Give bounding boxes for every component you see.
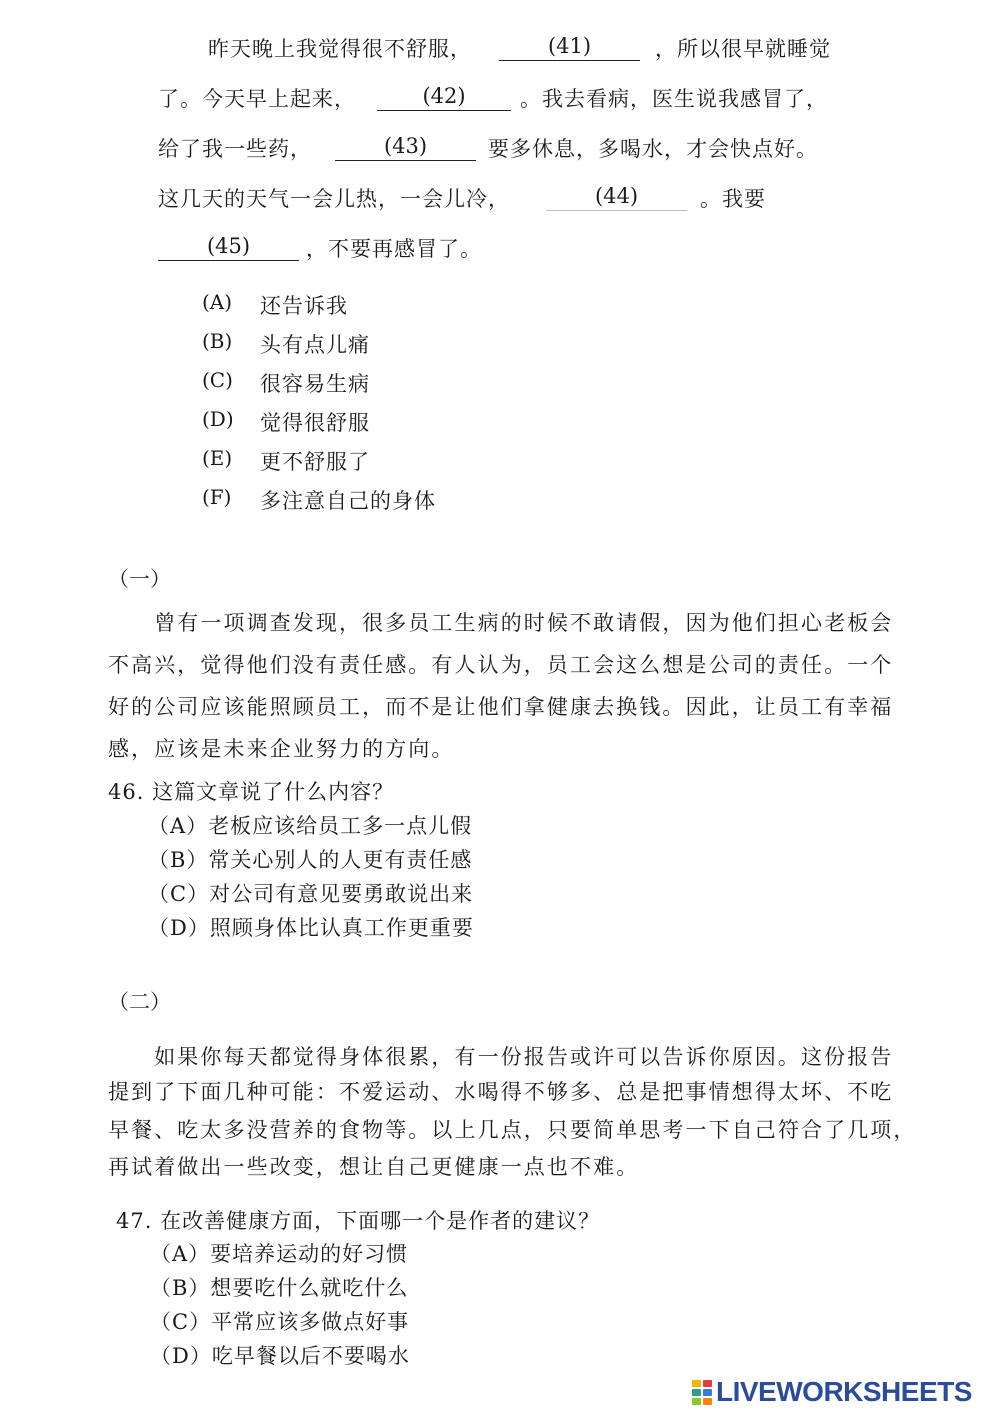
section-1-line-3: 好的公司应该能照顾员工，而不是让他们拿健康去换钱。因此，让员工有幸福	[108, 695, 894, 719]
section-2-line-2: 提到了下面几种可能：不爱运动、水喝得不够多、总是把事情想得太坏、不吃	[108, 1080, 894, 1104]
cloze-line-4-start: 这几天的天气一会儿热，一会儿冷，	[158, 187, 510, 211]
cloze-line-3-end: 要多休息，多喝水，才会快点好。	[488, 137, 818, 161]
cloze-line-1-start: 昨天晚上我觉得很不舒服，	[208, 37, 472, 61]
blank-43[interactable]: (43)	[335, 133, 476, 161]
option-text: 更不舒服了	[260, 450, 370, 474]
option-text: 多注意自己的身体	[260, 489, 436, 513]
section-1-line-1: 曾有一项调查发现，很多员工生病的时候不敢请假，因为他们担心老板会	[108, 611, 894, 635]
question-47-choice-b[interactable]: （B）想要吃什么就吃什么	[150, 1276, 409, 1300]
question-47-choice-d[interactable]: （D）吃早餐以后不要喝水	[150, 1344, 410, 1368]
cloze-line-1-end: ，所以很早就睡觉	[655, 37, 831, 61]
blank-41[interactable]: (41)	[499, 33, 640, 61]
question-47-choice-c[interactable]: （C）平常应该多做点好事	[150, 1310, 410, 1334]
logo-block	[692, 1380, 701, 1387]
cloze-line-5-end: ，不要再感冒了。	[306, 237, 482, 261]
logo-block	[703, 1398, 712, 1405]
option-text: 还告诉我	[260, 294, 348, 318]
section-2-line-4: 再试着做出一些改变，想让自己更健康一点也不难。	[108, 1155, 640, 1179]
brand-name: LIVEWORKSHEETS	[716, 1376, 972, 1407]
question-46-choice-c[interactable]: （C）对公司有意见要勇敢说出来	[148, 882, 474, 906]
question-47: 47. 在改善健康方面，下面哪一个是作者的建议？	[116, 1209, 601, 1233]
option-letter: (C)	[202, 368, 233, 392]
question-47-choice-a[interactable]: （A）要培养运动的好习惯	[150, 1242, 409, 1266]
section-1-line-4: 感，应该是未来企业努力的方向。	[108, 737, 455, 761]
question-46-choice-d[interactable]: （D）照顾身体比认真工作更重要	[148, 916, 474, 940]
section-2-line-1: 如果你每天都觉得身体很累，有一份报告或许可以告诉你原因。这份报告	[108, 1045, 894, 1069]
section-1-title: （一）	[108, 567, 171, 591]
cloze-line-2-end: 。我去看病，医生说我感冒了，	[520, 87, 828, 111]
option-letter: (F)	[202, 485, 232, 509]
question-46: 46. 这篇文章说了什么内容？	[108, 780, 395, 804]
logo-block	[692, 1398, 701, 1405]
option-letter: (B)	[202, 329, 233, 353]
section-1-line-2: 不高兴，觉得他们没有责任感。有人认为，员工会这么想是公司的责任。一个	[108, 653, 894, 677]
cloze-line-2-start: 了。今天早上起来，	[158, 87, 356, 111]
option-letter: (A)	[202, 290, 233, 314]
blank-45[interactable]: (45)	[158, 233, 299, 261]
question-46-choice-b[interactable]: （B）常关心别人的人更有责任感	[148, 848, 473, 872]
cloze-line-3-start: 给了我一些药，	[158, 137, 312, 161]
cloze-line-4-end: 。我要	[700, 187, 766, 211]
option-text: 头有点儿痛	[260, 333, 370, 357]
option-letter: (D)	[202, 407, 234, 431]
blank-42[interactable]: (42)	[377, 83, 511, 111]
section-2-line-3: 早餐、吃太多没营养的食物等。以上几点，只要简单思考一下自己符合了几项，	[108, 1118, 917, 1142]
question-46-choice-a[interactable]: （A）老板应该给员工多一点儿假	[148, 814, 473, 838]
logo-block	[703, 1380, 712, 1387]
option-text: 觉得很舒服	[260, 411, 370, 435]
option-text: 很容易生病	[260, 372, 370, 396]
blank-44[interactable]: (44)	[546, 183, 687, 211]
liveworksheets-logo-icon	[692, 1380, 712, 1405]
logo-block	[692, 1389, 701, 1396]
section-2-title: （二）	[108, 990, 171, 1014]
option-letter: (E)	[202, 446, 233, 470]
liveworksheets-logo[interactable]	[692, 1376, 992, 1408]
logo-block	[703, 1389, 712, 1396]
